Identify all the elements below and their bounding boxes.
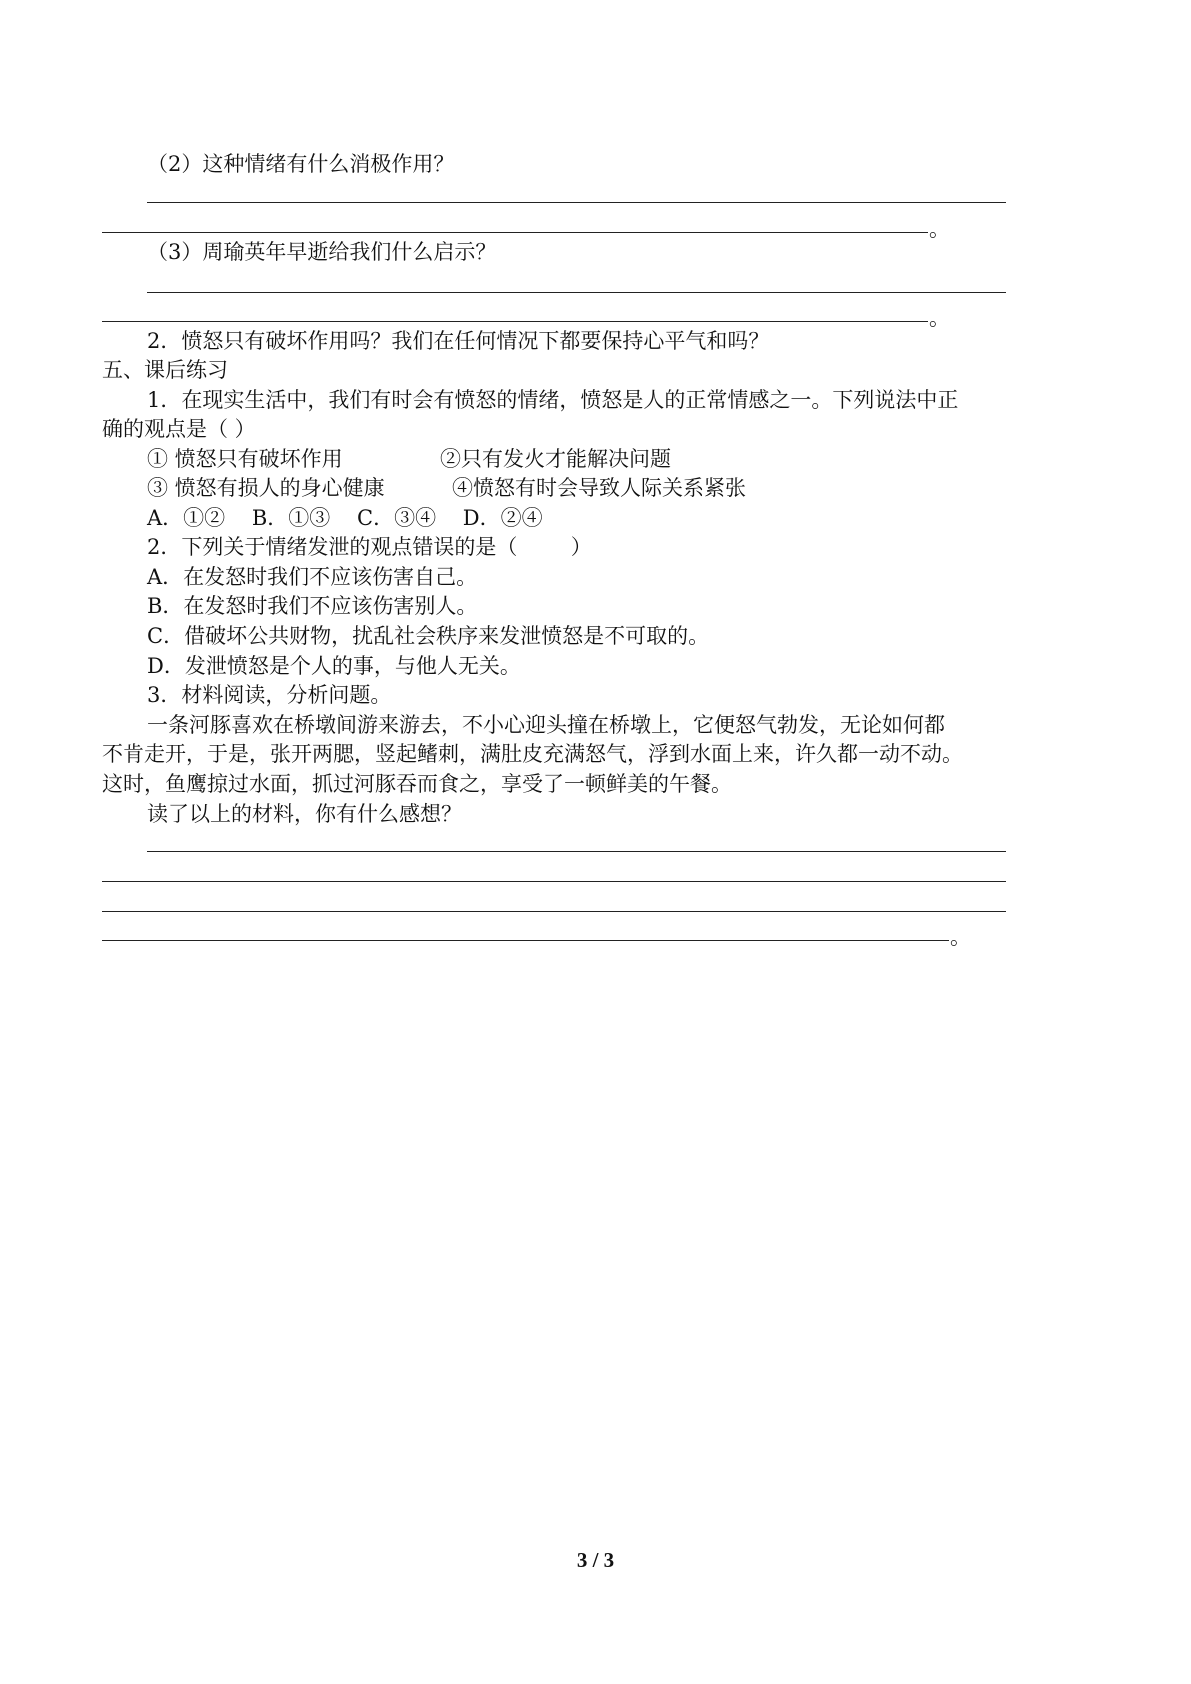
question-q4: 2．愤怒只有破坏作用吗？我们在任何情况下都要保持心平气和吗？ [147,329,770,353]
end-mark: 。 [929,217,950,241]
answer-line [147,202,1006,203]
answer-line [102,940,949,941]
exercise-1-cont: 确的观点是（ ） [102,417,256,441]
option-4: ④愤怒有时会导致人际关系紧张 [452,476,746,500]
question-q3: （3）周瑜英年早逝给我们什么启示？ [147,240,497,264]
exercise-3: 3．材料阅读，分析问题。 [147,683,392,707]
exercise-1: 1．在现实生活中，我们有时会有愤怒的情绪，愤怒是人的正常情感之一。下列说法中正 [147,388,959,412]
answer-line [102,321,928,322]
question-q2: （2）这种情绪有什么消极作用？ [147,152,455,176]
choice-d: D．发泄愤怒是个人的事，与他人无关。 [147,654,521,678]
page-number: 3 / 3 [576,1548,615,1572]
material-line-1: 一条河豚喜欢在桥墩间游来游去，不小心迎头撞在桥墩上，它便怒气勃发，无论如何都 [147,713,945,737]
reflection-question: 读了以上的材料，你有什么感想？ [147,802,462,826]
section-title: 五、课后练习 [102,358,228,382]
choice-a: A．在发怒时我们不应该伤害自己。 [147,565,478,589]
option-1: ① 愤怒只有破坏作用 [147,447,343,471]
answer-line [102,881,1006,882]
material-line-3: 这时，鱼鹰掠过水面，抓过河豚吞而食之，享受了一顿鲜美的午餐。 [102,772,732,796]
answer-line [102,232,928,233]
answer-choices: A．①② B．①③ C．③④ D．②④ [147,506,543,530]
option-3: ③ 愤怒有损人的身心健康 [147,476,385,500]
material-line-2: 不肯走开，于是，张开两腮，竖起鳍刺，满肚皮充满怒气，浮到水面上来，许久都一动不动。 [102,742,963,766]
answer-line [147,292,1006,293]
end-mark: 。 [950,925,971,949]
answer-line [147,851,1006,852]
option-2: ②只有发火才能解决问题 [440,447,671,471]
choice-c: C．借破坏公共财物，扰乱社会秩序来发泄愤怒是不可取的。 [147,624,710,648]
choice-b: B．在发怒时我们不应该伤害别人。 [147,594,478,618]
end-mark: 。 [929,306,950,330]
exercise-2: 2．下列关于情绪发泄的观点错误的是（ ） [147,535,592,559]
answer-line [102,911,1006,912]
